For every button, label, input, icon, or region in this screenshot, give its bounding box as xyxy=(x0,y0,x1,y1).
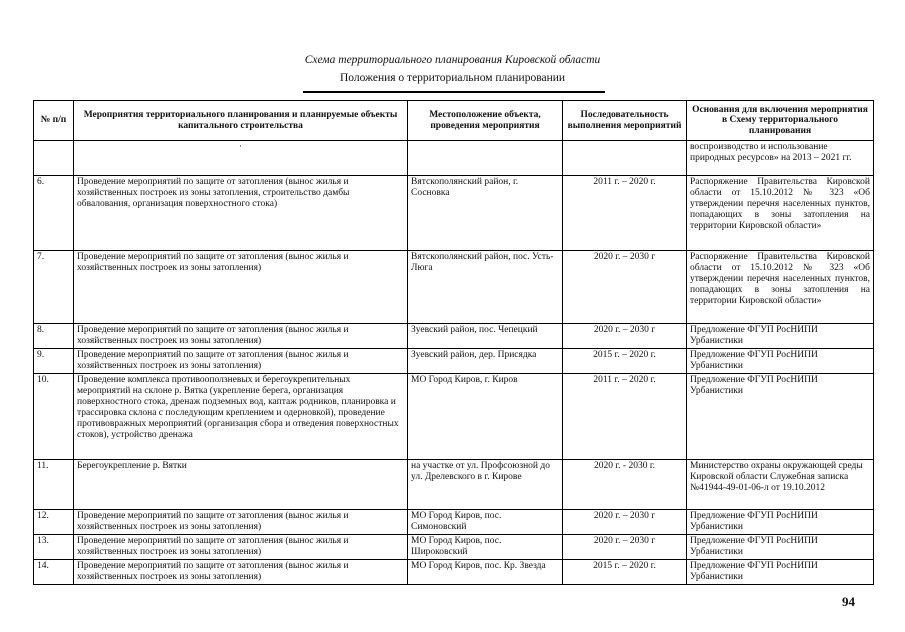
cell-num: 13. xyxy=(34,535,74,560)
cell-period: 2020 г. – 2030 г xyxy=(563,251,687,324)
cell-location: Вятскополянский район, г. Сосновка xyxy=(408,176,563,251)
cell-num: 14. xyxy=(34,560,74,585)
table-row xyxy=(34,374,874,460)
header-location: Местоположение объекта, проведения мероприятия xyxy=(408,101,563,141)
cell-basis: Предложение ФГУП РосНИПИ Урбанистики xyxy=(687,349,874,374)
table-row-continuation xyxy=(34,141,874,176)
cell-period: 2020 г. – 2030 г xyxy=(563,510,687,535)
document-subtitle: Положения о территориальном планировании xyxy=(339,72,566,84)
cell-num: 11. xyxy=(34,460,74,510)
table-row xyxy=(34,535,874,560)
cell-period: 2020 г. – 2030 г xyxy=(563,535,687,560)
cell-num: 6. xyxy=(34,176,74,251)
cell-basis: Предложение ФГУП РосНИПИ Урбанистики xyxy=(687,510,874,535)
cell-period: 2020 г. - 2030 г. xyxy=(563,460,687,510)
header-rule xyxy=(303,91,605,93)
cell-basis: воспроизводство и использование природных ресурсов» на 2013 – 2021 гг. xyxy=(687,141,874,176)
header-num: № п/п xyxy=(34,101,74,141)
cell-period: 2020 г. – 2030 г xyxy=(563,324,687,349)
cell-activity: Проведение мероприятий по защите от затопления (вынос жилья и хозяйственных построек из зоны затопления) xyxy=(74,510,408,535)
cell-num: 12. xyxy=(34,510,74,535)
cell-activity: Проведение мероприятий по защите от затопления (вынос жилья и хозяйственных построек из зоны затопления) xyxy=(74,535,408,560)
cell-period: 2015 г. – 2020 г. xyxy=(563,560,687,585)
header-activity: Мероприятия территориального планирования и планируемые объекты капитального строительства xyxy=(74,101,408,141)
table-row xyxy=(34,176,874,251)
cell-num: 7. xyxy=(34,251,74,324)
table-row xyxy=(34,251,874,324)
cell-period: 2011 г. – 2020 г. xyxy=(563,176,687,251)
table-row xyxy=(34,349,874,374)
page-number: 94 xyxy=(842,594,855,609)
cell-period: 2011 г. – 2020 г. xyxy=(563,374,687,460)
cell-location xyxy=(408,141,563,176)
cell-num: 9. xyxy=(34,349,74,374)
cell-location: МО Город Киров, пос. Кр. Звезда xyxy=(408,560,563,585)
cell-location: МО Город Киров, г. Киров xyxy=(408,374,563,460)
cell-basis: Распоряжение Правительства Кировской области от 15.10.2012 № 323 «Об утверждении перечня населенных пунктов, попадающих в зоны затопления на территории Кировской области» xyxy=(687,176,874,251)
cell-activity: Берегоукрепление р. Вятки xyxy=(74,460,408,510)
cell-location: МО Город Киров, пос. Широковский xyxy=(408,535,563,560)
cell-activity: Проведение комплекса противооползневых и берегоукрепительных мероприятий на склоне р. Вятка (укрепление берега, организация поверхностного стока, дренаж подземных вод, каптаж родников, планировка и трассировка склона с последующим креплением и одерновкой), проведение противовражных мероприятий (организация сбора и отведения поверхностных стоков), устройство дренажа xyxy=(74,374,408,460)
cell-activity: Проведение мероприятий по защите от затопления (вынос жилья и хозяйственных построек из зоны затопления) xyxy=(74,251,408,324)
cell-period xyxy=(563,141,687,176)
cell-location: МО Город Киров, пос. Симоновский xyxy=(408,510,563,535)
cell-num xyxy=(34,141,74,176)
cell-basis: Предложение ФГУП РосНИПИ Урбанистики xyxy=(687,535,874,560)
cell-activity: Проведение мероприятий по защите от затопления (вынос жилья и хозяйственных построек из зоны затопления) xyxy=(74,560,408,585)
document-title: Схема территориального планирования Кировской области xyxy=(304,54,601,66)
table-row xyxy=(34,510,874,535)
cell-location: на участке от ул. Профсоюзной до ул. Дрелевского в г. Кирове xyxy=(408,460,563,510)
cell-activity xyxy=(74,141,408,176)
table-row xyxy=(34,324,874,349)
header-sequence: Последовательность выполнения мероприятий xyxy=(563,101,687,141)
table-row xyxy=(34,560,874,585)
cell-basis: Предложение ФГУП РосНИПИ Урбанистики xyxy=(687,324,874,349)
cell-activity: Проведение мероприятий по защите от затопления (вынос жилья и хозяйственных построек из зоны затопления) xyxy=(74,324,408,349)
continuation-mark: · xyxy=(238,142,243,152)
table-row xyxy=(34,460,874,510)
header-basis: Основания для включения мероприятия в Схему территориального планирования xyxy=(687,101,874,141)
cell-basis: Распоряжение Правительства Кировской области от 15.10.2012 № 323 «Об утверждении перечня населенных пунктов, попадающих в зоны затопления на территории Кировской области» xyxy=(687,251,874,324)
cell-location: Зуевский район, дер. Присядка xyxy=(408,349,563,374)
cell-num: 10. xyxy=(34,374,74,460)
cell-basis: Министерство охраны окружающей среды Кировской области Служебная записка №41944-49-01-06-л от 19.10.2012 xyxy=(687,460,874,510)
table-header-row xyxy=(34,101,874,141)
cell-location: Вятскополянский район, пос. Усть-Люга xyxy=(408,251,563,324)
territorial-planning-table xyxy=(33,100,874,585)
cell-num: 8. xyxy=(34,324,74,349)
cell-activity: Проведение мероприятий по защите от затопления (вынос жилья и хозяйственных построек из зоны затопления, строительство дамбы обвалования, организация поверхностного стока) xyxy=(74,176,408,251)
cell-activity: Проведение мероприятий по защите от затопления (вынос жилья и хозяйственных построек из зоны затопления) xyxy=(74,349,408,374)
cell-period: 2015 г. – 2020 г. xyxy=(563,349,687,374)
cell-location: Зуевский район, пос. Чепецкий xyxy=(408,324,563,349)
cell-basis: Предложение ФГУП РосНИПИ Урбанистики xyxy=(687,560,874,585)
cell-basis: Предложение ФГУП РосНИПИ Урбанистики xyxy=(687,374,874,460)
